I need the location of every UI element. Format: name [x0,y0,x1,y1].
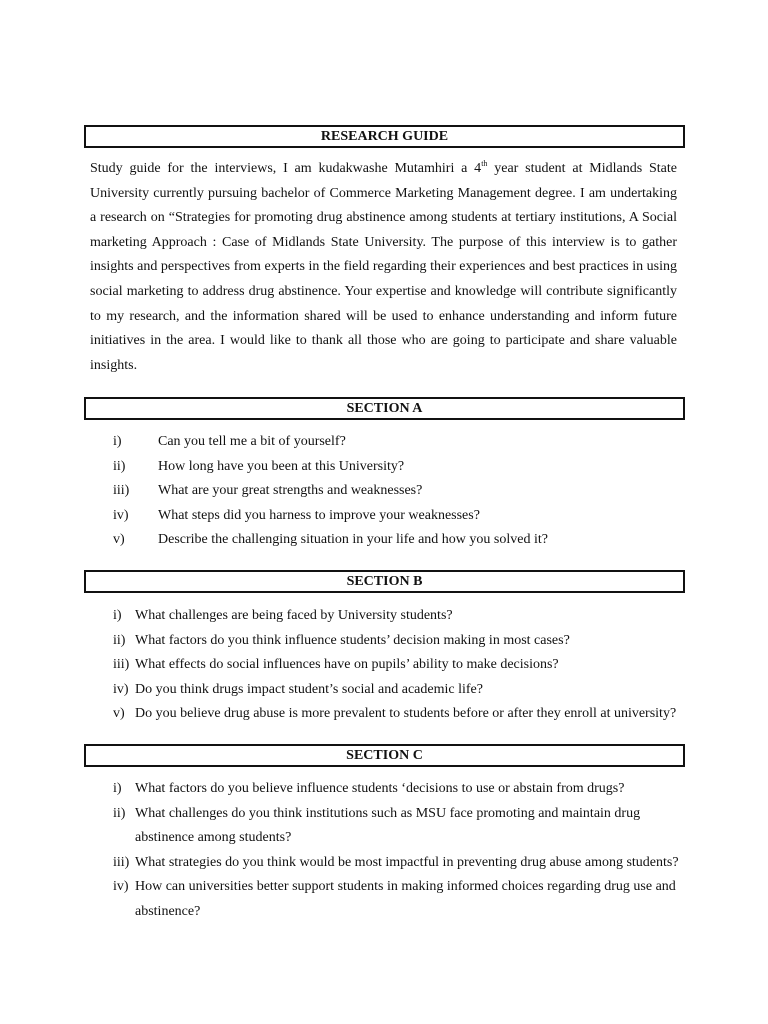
list-item [113,604,683,629]
section-b-question-list [113,604,683,727]
question-number: ii) [113,632,126,648]
research-guide-heading: RESEARCH GUIDE [84,125,685,148]
section-c-heading: SECTION C [84,744,685,767]
list-item [113,875,683,924]
list-item [113,528,683,553]
question-text: What challenges are being faced by University students? [135,608,453,623]
list-item [113,702,683,727]
question-text: What effects do social influences have on pupils’ ability to make decisions? [135,657,559,673]
question-text: How long have you been at this University? [158,458,405,474]
section-a-question-list [113,430,683,553]
question-text: How can universities better support students in making informed choices regarding drug use and abstinence? [135,879,676,919]
question-text: What factors do you think influence students’ decision making in most cases? [135,632,570,648]
list-item [113,629,683,654]
list-item [113,455,683,480]
list-item [113,504,683,529]
question-number: iv) [113,879,129,895]
list-item [113,851,683,876]
section-a-heading: SECTION A [84,397,685,420]
question-text: Can you tell me a bit of yourself? [158,434,346,449]
question-number: iv) [113,507,129,523]
section-c-question-list [113,777,683,925]
section-b-heading: SECTION B [84,570,685,593]
list-item [113,802,683,851]
question-number: i) [113,781,122,796]
intro-paragraph [90,157,677,378]
question-number: i) [113,608,122,623]
list-item [113,678,683,703]
question-number: v) [113,532,125,548]
list-item [113,777,683,802]
question-number: iii) [113,657,130,673]
question-text: What challenges do you think institutions such as MSU face promoting and maintain drug abstinence among students? [135,805,641,846]
intro-text-start: Study guide for the interviews, I am kudakwashe Mutamhiri a 4 [90,161,482,176]
question-text: What steps did you harness to improve your weaknesses? [158,507,480,523]
question-number: v) [113,706,125,722]
question-number: ii) [113,458,126,474]
list-item [113,479,683,504]
question-number: iii) [113,483,130,499]
question-number: iii) [113,854,130,870]
ordinal-suffix: th [481,159,488,168]
question-text: Do you think drugs impact student’s social and academic life? [135,681,483,697]
question-text: Describe the challenging situation in your life and how you solved it? [158,532,548,548]
list-item [113,430,683,455]
question-text: Do you believe drug abuse is more prevalent to students before or after they enroll at university? [135,706,677,722]
question-text: What are your great strengths and weaknesses? [158,483,423,499]
question-number: ii) [113,805,126,821]
intro-text-rest: year student at Midlands State University currently pursuing bachelor of Commerce Marketing Management degree. I am undertaking a research on “Strategies for promoting drug abstinence among students at tertiary institutions, A Social marketing Approach : Case of Midlands State University. The purpose of this interview is to gather insights and perspectives from experts in the field regarding their experiences and best practices in using social marketing to address drug abstinence. Your expertise and knowledge will contribute significantly to my research, and the information shared will be used to enhance understanding and inform future initiatives in the area. I would like to thank all those who are going to participate and share valuable insights. [90,161,677,373]
question-number: iv) [113,681,129,697]
question-text: What strategies do you think would be most impactful in preventing drug abuse among students? [135,854,679,870]
question-text: What factors do you believe influence students ‘decisions to use or abstain from drugs? [135,781,625,796]
list-item [113,653,683,678]
question-number: i) [113,434,122,449]
